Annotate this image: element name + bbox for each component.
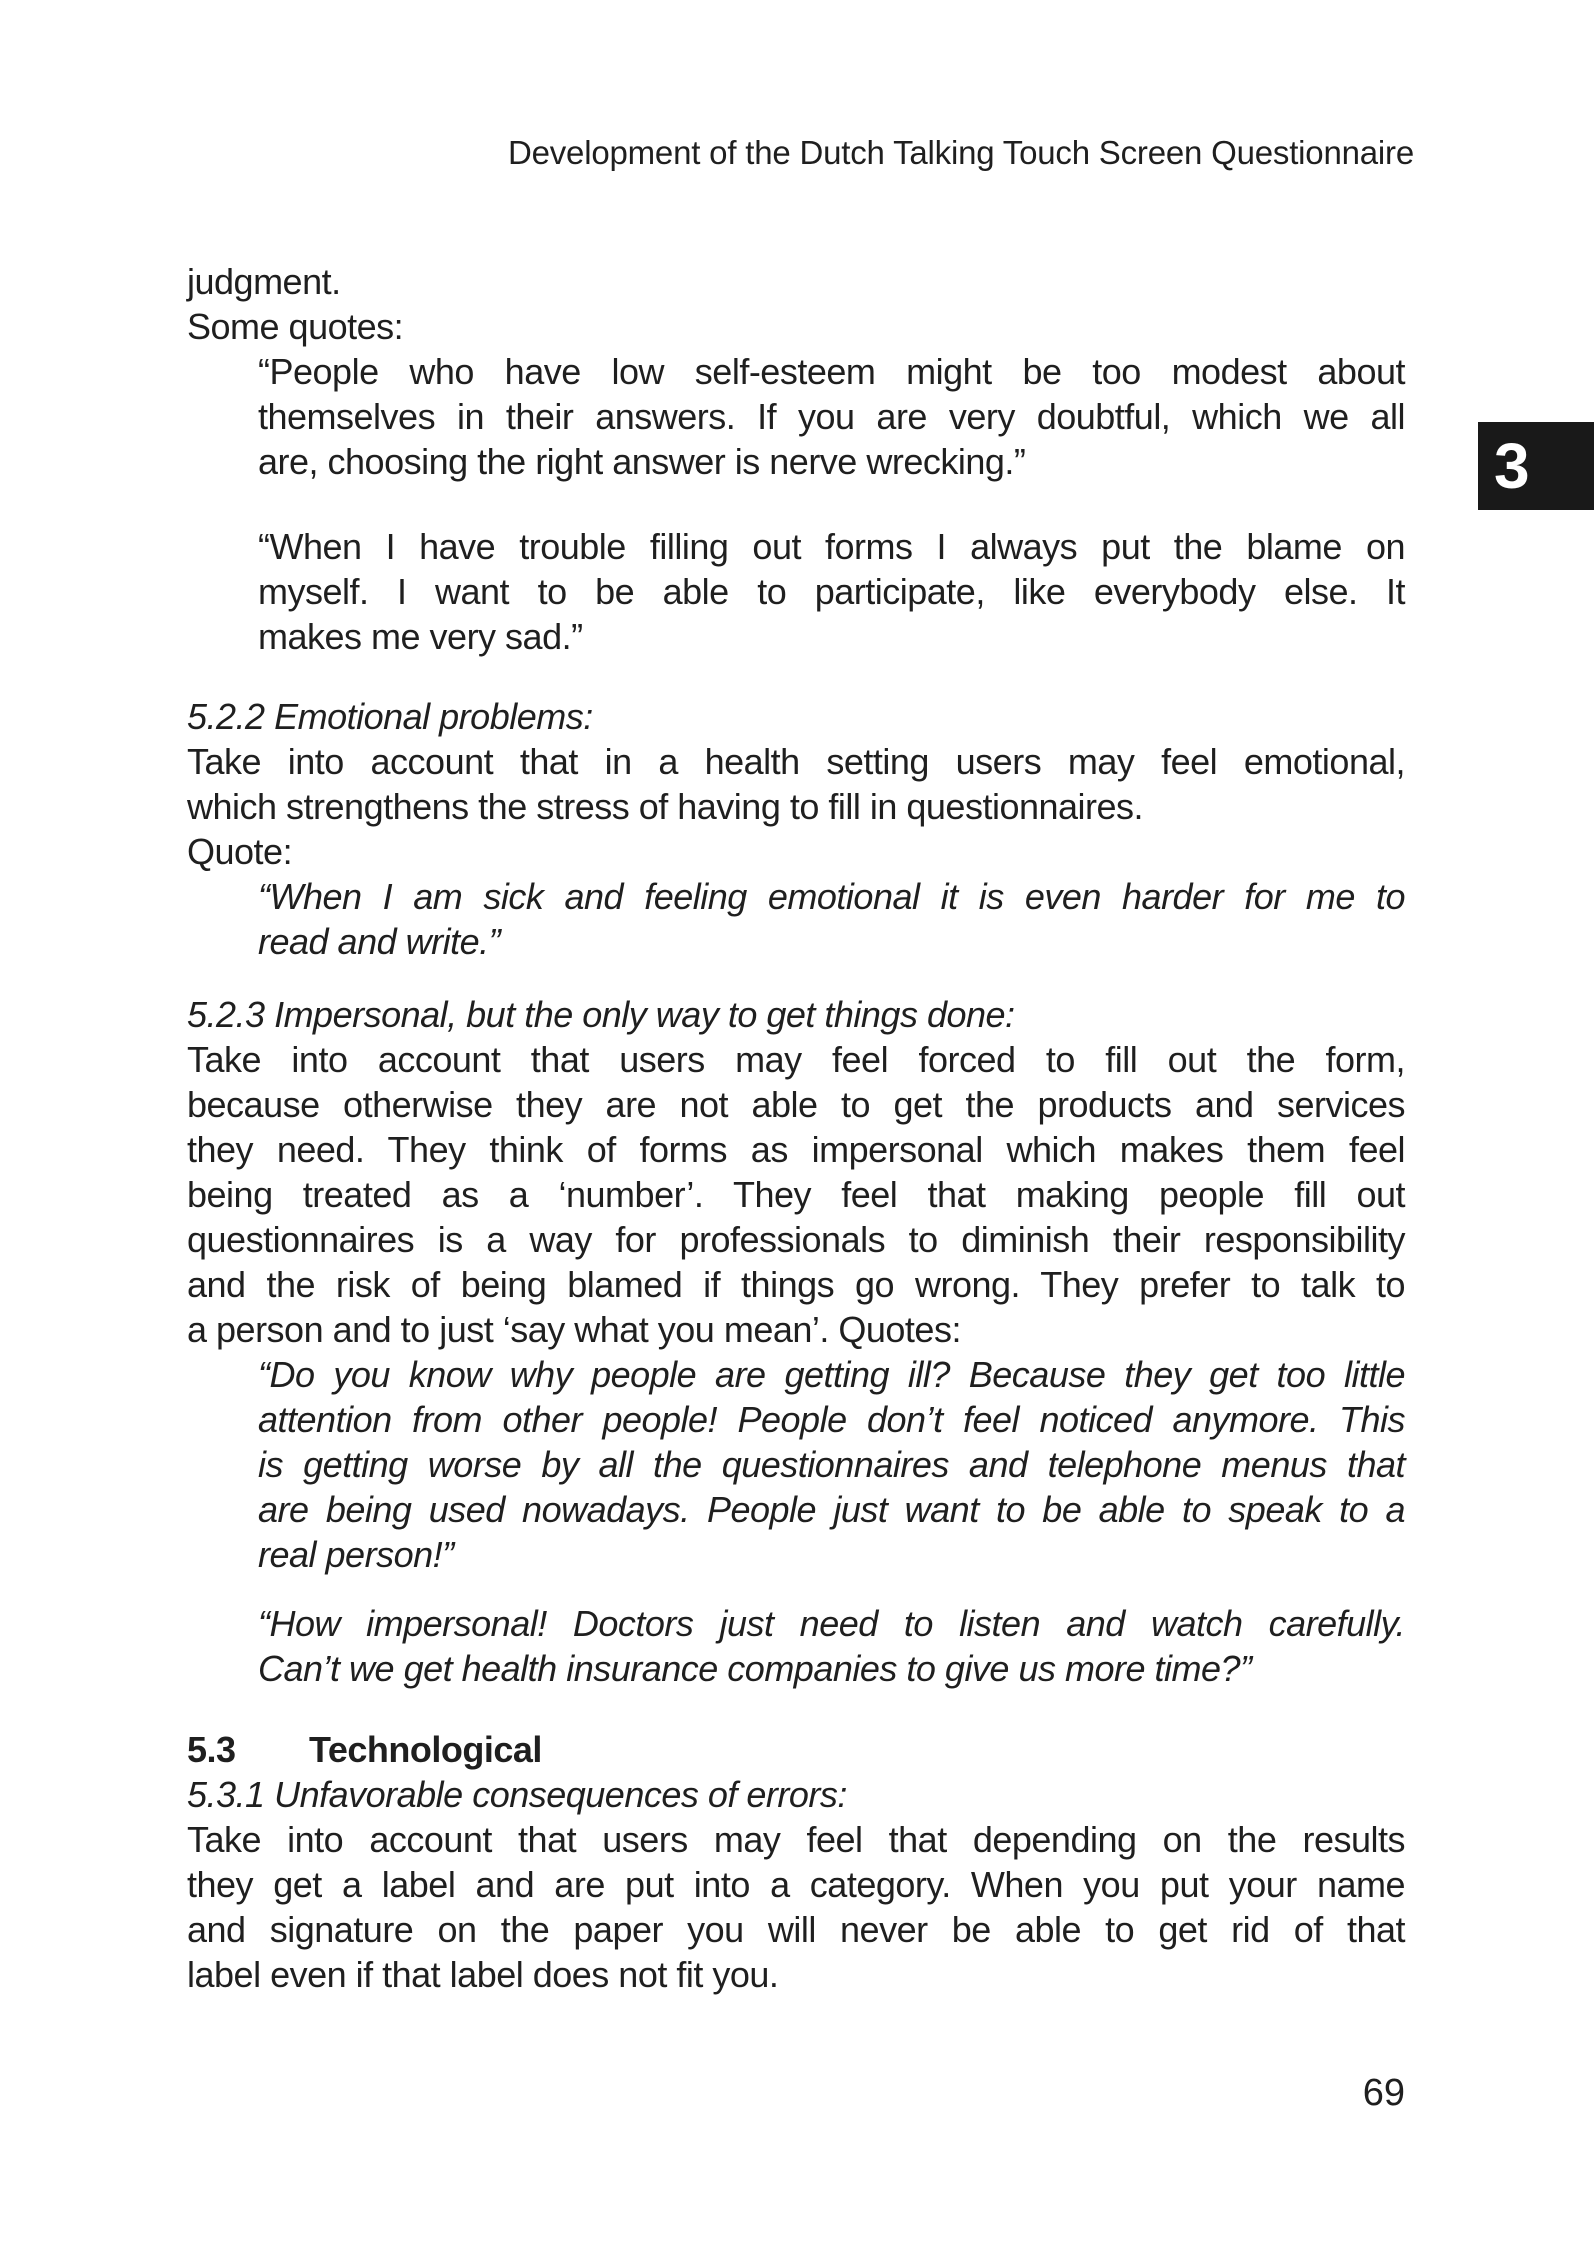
text-line: real person!” xyxy=(258,1534,454,1575)
section-heading xyxy=(187,1772,1405,1817)
paragraph xyxy=(187,1817,1405,1997)
content-column xyxy=(187,259,1405,1997)
section-heading xyxy=(187,694,1405,739)
quote-block xyxy=(187,874,1405,964)
text-line: are, choosing the right answer is nerve wrecking.” xyxy=(258,441,1026,482)
text-line: Take into account that users may feel forced to fill out the form, xyxy=(187,1039,1405,1080)
paragraph-continuation xyxy=(187,259,1405,349)
text-line: 5.2.2 Emotional problems: xyxy=(187,696,593,737)
text-line: myself. I want to be able to participate, like everybody else. It xyxy=(258,571,1405,612)
text-line: questionnaires is a way for professionals to diminish their responsibility xyxy=(187,1219,1405,1260)
text-line: 5.2.3 Impersonal, but the only way to get things done: xyxy=(187,994,1015,1035)
section-heading xyxy=(187,1727,1405,1772)
text-line: themselves in their answers. If you are very doubtful, which we all xyxy=(258,396,1405,437)
text-line: judgment. xyxy=(187,261,341,302)
text-line: Take into account that in a health setting users may feel emotional, xyxy=(187,741,1405,782)
text-line: 5.3.1 Unfavorable consequences of errors: xyxy=(187,1774,847,1815)
text-line: and signature on the paper you will never be able to get rid of that xyxy=(187,1909,1405,1950)
text-line: Take into account that users may feel that depending on the results xyxy=(187,1819,1405,1860)
text-line: is getting worse by all the questionnaires and telephone menus that xyxy=(258,1444,1405,1485)
text-line: “Do you know why people are getting ill? Because they get too little xyxy=(258,1354,1405,1395)
heading-number: 5.3 xyxy=(187,1729,236,1770)
text-line: they get a label and are put into a category. When you put your name xyxy=(187,1864,1405,1905)
text-line: “People who have low self-esteem might be too modest about xyxy=(258,351,1405,392)
text-line: Quote: xyxy=(187,831,293,872)
text-line: read and write.” xyxy=(258,921,501,962)
quote-block xyxy=(187,1352,1405,1577)
chapter-number: 3 xyxy=(1494,430,1530,502)
text-line: because otherwise they are not able to get the products and services xyxy=(187,1084,1405,1125)
text-line: label even if that label does not fit you. xyxy=(187,1954,779,1995)
text-line: “How impersonal! Doctors just need to listen and watch carefully. xyxy=(258,1603,1405,1644)
text-line: makes me very sad.” xyxy=(258,616,583,657)
text-line: Can’t we get health insurance companies to give us more time?” xyxy=(258,1648,1252,1689)
heading-text: Technological xyxy=(309,1729,542,1770)
text-line: and the risk of being blamed if things go wrong. They prefer to talk to xyxy=(187,1264,1405,1305)
text-line xyxy=(187,1727,1405,1772)
quote-block xyxy=(187,349,1405,484)
running-header: Development of the Dutch Talking Touch Screen Questionnaire xyxy=(507,134,1414,171)
chapter-tab xyxy=(1478,422,1594,510)
text-line: a person and to just ‘say what you mean’. Quotes: xyxy=(187,1309,961,1350)
text-line: are being used nowadays. People just want to be able to speak to a xyxy=(258,1489,1405,1530)
paragraph xyxy=(187,1037,1405,1352)
quote-block xyxy=(187,524,1405,659)
text-line: which strengthens the stress of having to fill in questionnaires. xyxy=(187,786,1144,827)
paragraph xyxy=(187,739,1405,829)
quote-block xyxy=(187,1601,1405,1691)
text-line: “When I am sick and feeling emotional it is even harder for me to xyxy=(258,876,1405,917)
text-line: they need. They think of forms as impersonal which makes them feel xyxy=(187,1129,1405,1170)
text-line: attention from other people! People don’t feel noticed anymore. This xyxy=(258,1399,1405,1440)
text-line: being treated as a ‘number’. They feel that making people fill out xyxy=(187,1174,1405,1215)
quote-label xyxy=(187,829,1405,874)
page-number: 69 xyxy=(1362,2072,1405,2114)
text-line: Some quotes: xyxy=(187,306,404,347)
section-heading xyxy=(187,992,1405,1037)
text-line: “When I have trouble filling out forms I always put the blame on xyxy=(258,526,1405,567)
